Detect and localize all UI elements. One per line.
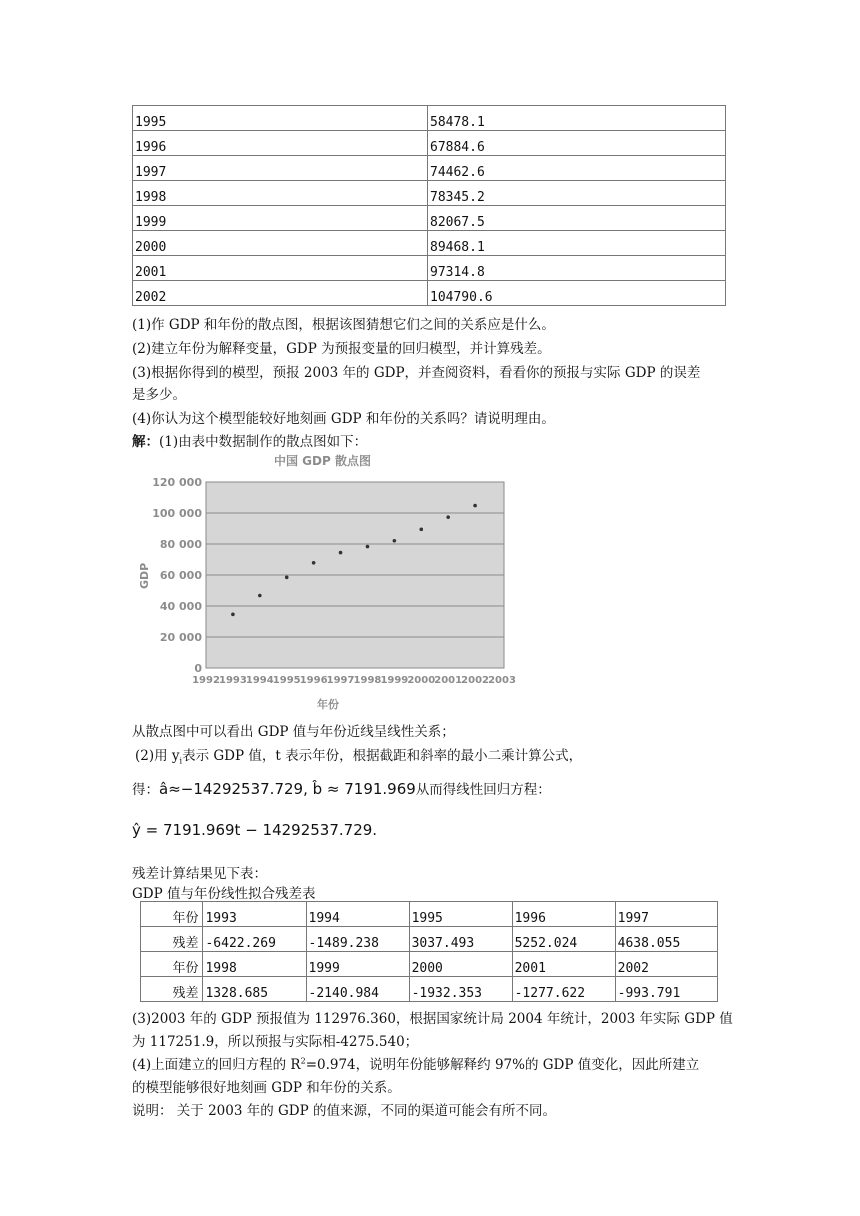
year-cell: 1997 — [615, 902, 717, 927]
gdp-cell: 82067.5 — [428, 206, 726, 231]
year-cell: 2000 — [409, 952, 512, 977]
y-tick-label: 80 000 — [159, 538, 202, 551]
year-cell: 2001 — [133, 256, 428, 281]
year-cell: 2002 — [615, 952, 717, 977]
estimates-formula: â≈−14292537.729, b̂ ≈ 7191.969 — [159, 780, 416, 798]
part-2-subscript: i — [179, 756, 183, 766]
estimates-line — [132, 778, 551, 798]
residual-cell: -993.791 — [615, 977, 717, 1002]
table-row — [141, 902, 718, 927]
x-tick-label: 1995 — [272, 675, 301, 686]
year-cell: 1998 — [133, 181, 428, 206]
chart-x-axis-label: 年份 — [317, 698, 339, 711]
x-tick-label: 1997 — [326, 675, 355, 686]
gdp-cell: 67884.6 — [428, 131, 726, 156]
part-2-text — [135, 744, 582, 766]
gdp-cell: 97314.8 — [428, 256, 726, 281]
solution-label: 解： — [132, 434, 159, 450]
residual-header-cell: 残差 — [141, 927, 203, 952]
residual-cell: -1277.622 — [512, 977, 615, 1002]
regression-equation: ŷ = 7191.969t − 14292537.729. — [132, 821, 378, 839]
gdp-cell: 78345.2 — [428, 181, 726, 206]
y-tick-label: 100 000 — [152, 507, 202, 520]
residual-cell: -6422.269 — [203, 927, 306, 952]
part-2-suffix: 表示 GDP 值，t 表示年份，根据截距和斜率的最小二乘计算公式， — [182, 748, 583, 764]
x-tick-label: 1992 — [192, 675, 220, 686]
year-cell: 2002 — [133, 281, 428, 306]
table-row — [133, 181, 726, 206]
chart-svg — [132, 452, 532, 714]
r-squared-superscript: 2 — [300, 1056, 306, 1066]
year-cell: 1998 — [203, 952, 306, 977]
part-2-prefix: (2)用 y — [135, 748, 180, 764]
part-3-line-b: 为 117251.9，所以预报与实际相-4275.540； — [132, 1034, 419, 1050]
chart-y-axis-label: GDP — [138, 562, 151, 589]
table-row — [141, 927, 718, 952]
chart-title: 中国 GDP 散点图 — [274, 454, 371, 468]
residual-cell: 1328.685 — [203, 977, 306, 1002]
residual-table-caption: GDP 值与年份线性拟合残差表 — [132, 886, 316, 902]
x-tick-label: 1994 — [245, 675, 274, 686]
question-4: (4)你认为这个模型能较好地刻画 GDP 和年份的关系吗？请说明理由。 — [132, 411, 555, 427]
gdp-cell: 89468.1 — [428, 231, 726, 256]
question-1: (1)作 GDP 和年份的散点图，根据该图猜想它们之间的关系应是什么。 — [132, 317, 555, 333]
data-point — [446, 515, 450, 519]
data-point — [419, 528, 423, 532]
table-row — [133, 206, 726, 231]
table-row — [133, 106, 726, 131]
y-tick-label: 0 — [194, 662, 202, 675]
x-tick-label: 1999 — [380, 675, 409, 686]
x-tick-label: 1993 — [218, 675, 247, 686]
gdp-scatter-chart — [132, 452, 532, 714]
residual-header-cell: 残差 — [141, 977, 203, 1002]
y-tick-label: 60 000 — [159, 569, 202, 582]
y-tick-label: 120 000 — [152, 476, 202, 489]
year-cell: 2001 — [512, 952, 615, 977]
year-cell: 1995 — [409, 902, 512, 927]
x-tick-label: 1996 — [299, 675, 328, 686]
x-tick-label: 2003 — [488, 675, 516, 686]
year-cell: 1993 — [203, 902, 306, 927]
table-row — [133, 131, 726, 156]
chart-plot-layer — [152, 476, 516, 686]
table-row — [141, 952, 718, 977]
gdp-cell: 58478.1 — [428, 106, 726, 131]
question-3a: (3)根据你得到的模型，预报 2003 年的 GDP，并查阅资料，看看你的预报与实际 GDP 的误差 — [132, 365, 701, 381]
data-point — [312, 561, 316, 565]
after-estimates-text: 从而得线性回归方程： — [415, 782, 551, 798]
x-tick-label: 2000 — [407, 675, 436, 686]
year-header-cell: 年份 — [141, 952, 203, 977]
data-point — [285, 576, 289, 580]
table-row — [133, 231, 726, 256]
part-4-suffix: =0.974，说明年份能够解释约 97%的 GDP 值变化，因此所建立 — [305, 1057, 700, 1073]
question-2: (2)建立年份为解释变量，GDP 为预报变量的回归模型，并计算残差。 — [132, 341, 551, 357]
residual-cell: -1489.238 — [306, 927, 409, 952]
year-cell: 1996 — [133, 131, 428, 156]
part-3-line-a: (3)2003 年的 GDP 预报值为 112976.360，根据国家统计局 2004 年统计，2003 年实际 GDP 值 — [132, 1011, 733, 1027]
year-cell: 1997 — [133, 156, 428, 181]
residual-table — [140, 901, 718, 1002]
year-cell: 2000 — [133, 231, 428, 256]
residual-cell: -1932.353 — [409, 977, 512, 1002]
year-header-cell: 年份 — [141, 902, 203, 927]
x-tick-label: 1998 — [353, 675, 382, 686]
year-cell: 1996 — [512, 902, 615, 927]
gdp-cell: 74462.6 — [428, 156, 726, 181]
year-cell: 1995 — [133, 106, 428, 131]
part-4-prefix: (4)上面建立的回归方程的 R — [132, 1057, 301, 1073]
data-point — [366, 545, 370, 549]
year-cell: 1999 — [306, 952, 409, 977]
residual-cell: 3037.493 — [409, 927, 512, 952]
data-point — [339, 551, 343, 555]
part-4-line-a — [132, 1053, 699, 1073]
data-point — [473, 504, 477, 508]
y-tick-label: 20 000 — [159, 631, 202, 644]
table-row — [133, 281, 726, 306]
x-tick-label: 2001 — [434, 675, 463, 686]
data-point — [258, 594, 262, 598]
table-row — [133, 156, 726, 181]
residual-cell: 5252.024 — [512, 927, 615, 952]
residual-intro: 残差计算结果见下表： — [132, 866, 267, 882]
solution-intro-text: (1)由表中数据制作的散点图如下： — [159, 434, 368, 450]
question-3b: 是多少。 — [132, 387, 186, 403]
gdp-data-table — [132, 105, 726, 306]
table-row — [133, 256, 726, 281]
data-point — [231, 613, 235, 617]
note: 说明： 关于 2003 年的 GDP 的值来源，不同的渠道可能会有所不同。 — [132, 1103, 557, 1119]
year-cell: 1999 — [133, 206, 428, 231]
conclusion-1: 从散点图中可以看出 GDP 值与年份近线呈线性关系； — [132, 724, 455, 740]
part-4-line-b: 的模型能够很好地刻画 GDP 和年份的关系。 — [132, 1080, 401, 1096]
gdp-cell: 104790.6 — [428, 281, 726, 306]
got-label: 得： — [132, 782, 159, 798]
data-point — [393, 539, 397, 543]
x-tick-label: 2002 — [461, 675, 490, 686]
table-row — [141, 977, 718, 1002]
y-tick-label: 40 000 — [159, 600, 202, 613]
year-cell: 1994 — [306, 902, 409, 927]
residual-cell: 4638.055 — [615, 927, 717, 952]
solution-intro — [132, 430, 367, 450]
residual-cell: -2140.984 — [306, 977, 409, 1002]
